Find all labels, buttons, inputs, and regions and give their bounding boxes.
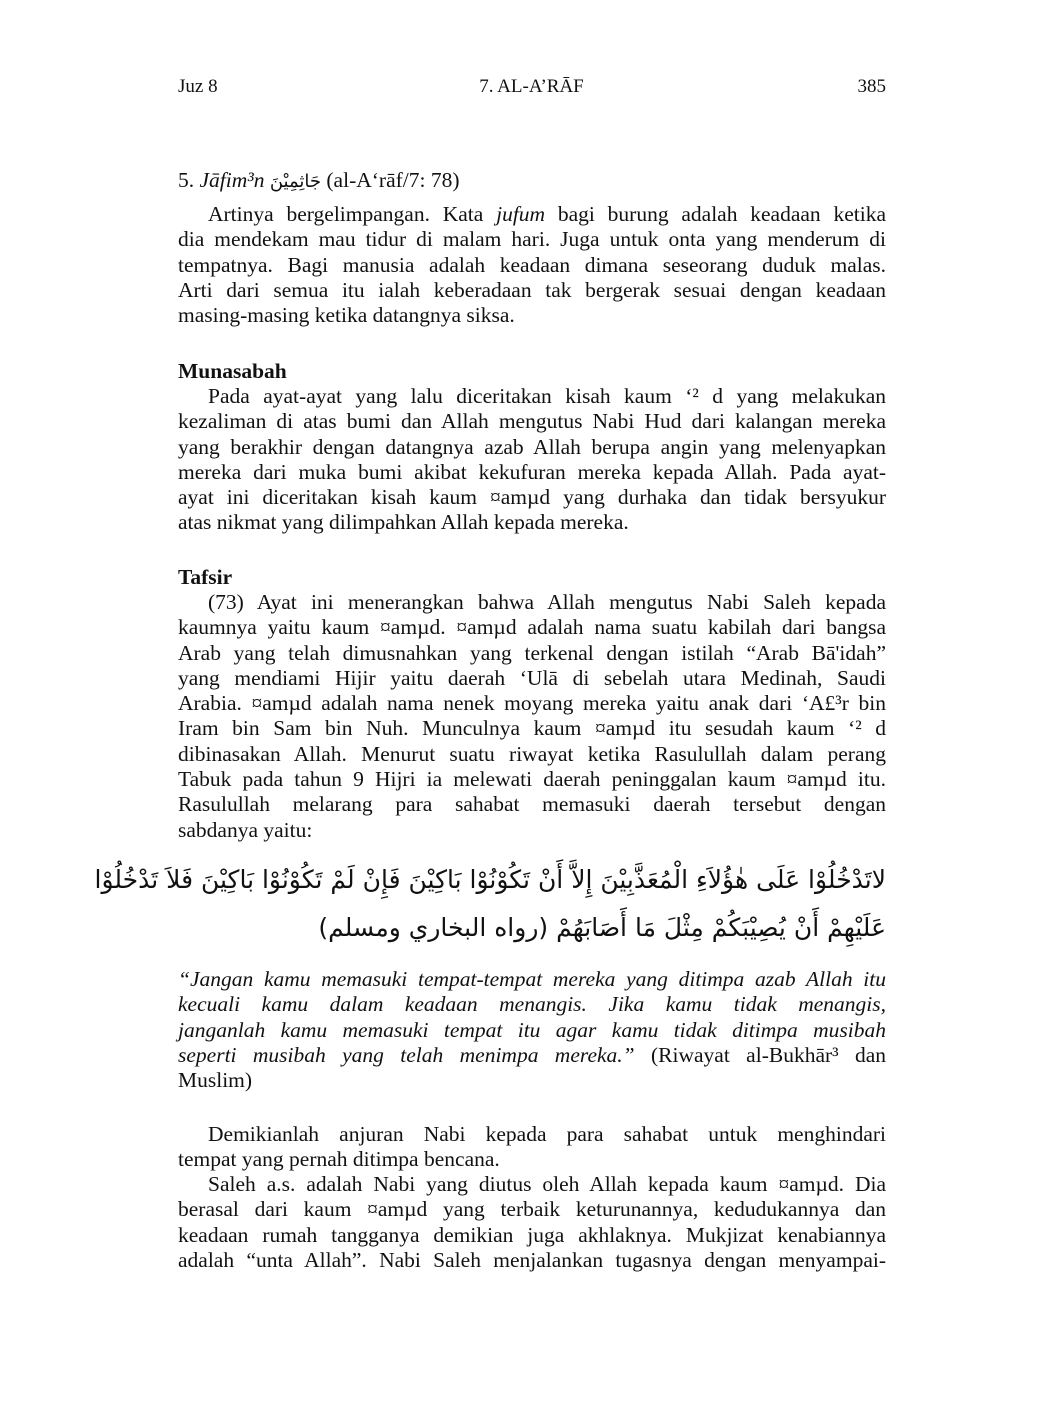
text-line: ayat ini diceritakan kisah kaum ¤amµd yang durhaka dan tidak bersyukur [178, 485, 886, 510]
text-line: tempatnya. Bagi manusia adalah keadaan dimana seseorang duduk malas. [178, 252, 886, 277]
text-line: dibinasakan Allah. Menurut suatu riwayat ketika Rasulullah dalam perang [178, 741, 886, 766]
hadith-source: (Riwayat al-Bukhār³ dan [651, 1042, 886, 1067]
text-line: yang mendiami Hijir yaitu daerah ‘Ulā di sebelah utara Medinah, Saudi [178, 665, 886, 690]
entry-arabic: جَاثِمِيْنَ [269, 171, 322, 192]
text-line: Iram bin Sam bin Nuh. Munculnya kaum ¤amµd itu sesudah kaum ‘² d [178, 716, 886, 741]
text-line: kaumnya yaitu kaum ¤amµd. ¤amµd adalah nama suatu kabilah dari bangsa [178, 615, 886, 640]
text-line: Pada ayat-ayat yang lalu diceritakan kisah kaum ‘² d yang melakukan [208, 384, 886, 408]
closing-paragraph [178, 1122, 886, 1173]
text-line: mereka dari muka bumi akibat kekufuran mereka kepada Allah. Pada ayat- [178, 459, 886, 484]
text-line: Tabuk pada tahun 9 Hijri ia melewati daerah peninggalan kaum ¤amµd itu. [178, 767, 886, 792]
text-line: Demikianlah anjuran Nabi kepada para sahabat untuk menghindari [208, 1122, 886, 1146]
text-line: Arti dari semua itu ialah keberadaan tak bergerak sesuai dengan keadaan [178, 277, 886, 302]
tafsir-section [178, 564, 886, 843]
entry-term: Jāfim³n [199, 168, 265, 192]
text-line: atas nikmat yang dilimpahkan Allah kepada mereka. [178, 510, 629, 535]
hadith-arabic-line: عَلَيْهِمْ أَنْ يُصِيْبَكُمْ مِثْلَ مَا أَصَابَهُمْ (رواه البخاري ومسلم) [318, 913, 886, 942]
translation-line: janganlah kamu memasuki tempat itu agar kamu tidak ditimpa musibah [178, 1017, 886, 1042]
hadith-source-end: Muslim) [178, 1068, 253, 1093]
munasabah-paragraph [178, 384, 886, 536]
translation-line: “Jangan kamu memasuki tempat-tempat mereka yang ditimpa azab Allah itu [178, 967, 886, 991]
running-header-juz: Juz 8 [178, 76, 218, 97]
entry-paragraph [178, 202, 886, 328]
text-line: adalah “unta Allah”. Nabi Saleh menjalankan tugasnya dengan menyampai- [178, 1247, 886, 1272]
translation-line: seperti musibah yang telah menimpa mereka.” [178, 1042, 635, 1067]
tafsir-paragraph [178, 590, 886, 843]
text-line: tempat yang pernah ditimpa bencana. [178, 1147, 500, 1172]
text-line: Arab yang telah dimusnahkan yang terkenal dengan istilah “Arab Bā'idah” [178, 640, 886, 665]
tafsir-heading: Tafsir [178, 565, 233, 589]
running-header-title: 7. AL-A’RĀF [479, 76, 584, 97]
text-line: dia mendekam mau tidur di malam hari. Juga untuk onta yang menderum di [178, 227, 886, 252]
text-line: Artinya bergelimpangan. Kata jufum bagi burung adalah keadaan ketika [208, 202, 886, 226]
text-line: Rasulullah melarang para sahabat memasuki daerah tersebut dengan [178, 792, 886, 817]
entry-reference: (al-A‘rāf/7: 78) [326, 168, 460, 192]
text-line: Saleh a.s. adalah Nabi yang diutus oleh Allah kepada kaum ¤amµd. Dia [208, 1172, 886, 1196]
vocab-entry [178, 168, 886, 193]
translation-line: kecuali kamu dalam keadaan menangis. Jika kamu tidak menangis, [178, 992, 886, 1017]
text-line: (73) Ayat ini menerangkan bahwa Allah mengutus Nabi Saleh kepada [208, 590, 886, 614]
saleh-paragraph [178, 1172, 886, 1273]
text-line: sabdanya yaitu: [178, 817, 313, 842]
hadith-translation [178, 967, 886, 1093]
hadith-arabic-line: لاتَدْخُلُوْا عَلَى هٰؤُلاَءِ الْمُعَذَّبِيْنَ إِلاَّ أَنْ تَكُوْنُوْا بَاكِيْنَ فَإِنْ لَمْ تَكُوْنُوْا بَاكِيْنَ فَلاَ تَدْخُلُوْا [94, 865, 886, 894]
page-number: 385 [857, 76, 886, 97]
entry-number: 5. [178, 168, 195, 192]
munasabah-section [178, 358, 886, 536]
hadith-arabic [94, 856, 886, 952]
text-line: keadaan rumah tangganya demikian juga akhlaknya. Mukjizat kenabiannya [178, 1222, 886, 1247]
text-line: berasal dari kaum ¤amµd yang terbaik keturunannya, kedudukannya dan [178, 1197, 886, 1222]
munasabah-heading: Munasabah [178, 359, 287, 383]
text-line: masing-masing ketika datangnya siksa. [178, 303, 515, 328]
text-line: kezaliman di atas bumi dan Allah mengutus Nabi Hud dari kalangan mereka [178, 409, 886, 434]
text-line: yang berakhir dengan datangnya azab Allah berupa angin yang melenyapkan [178, 434, 886, 459]
text-line: Arabia. ¤amµd adalah nama nenek moyang mereka yaitu anak dari ‘A£³r bin [178, 691, 886, 716]
